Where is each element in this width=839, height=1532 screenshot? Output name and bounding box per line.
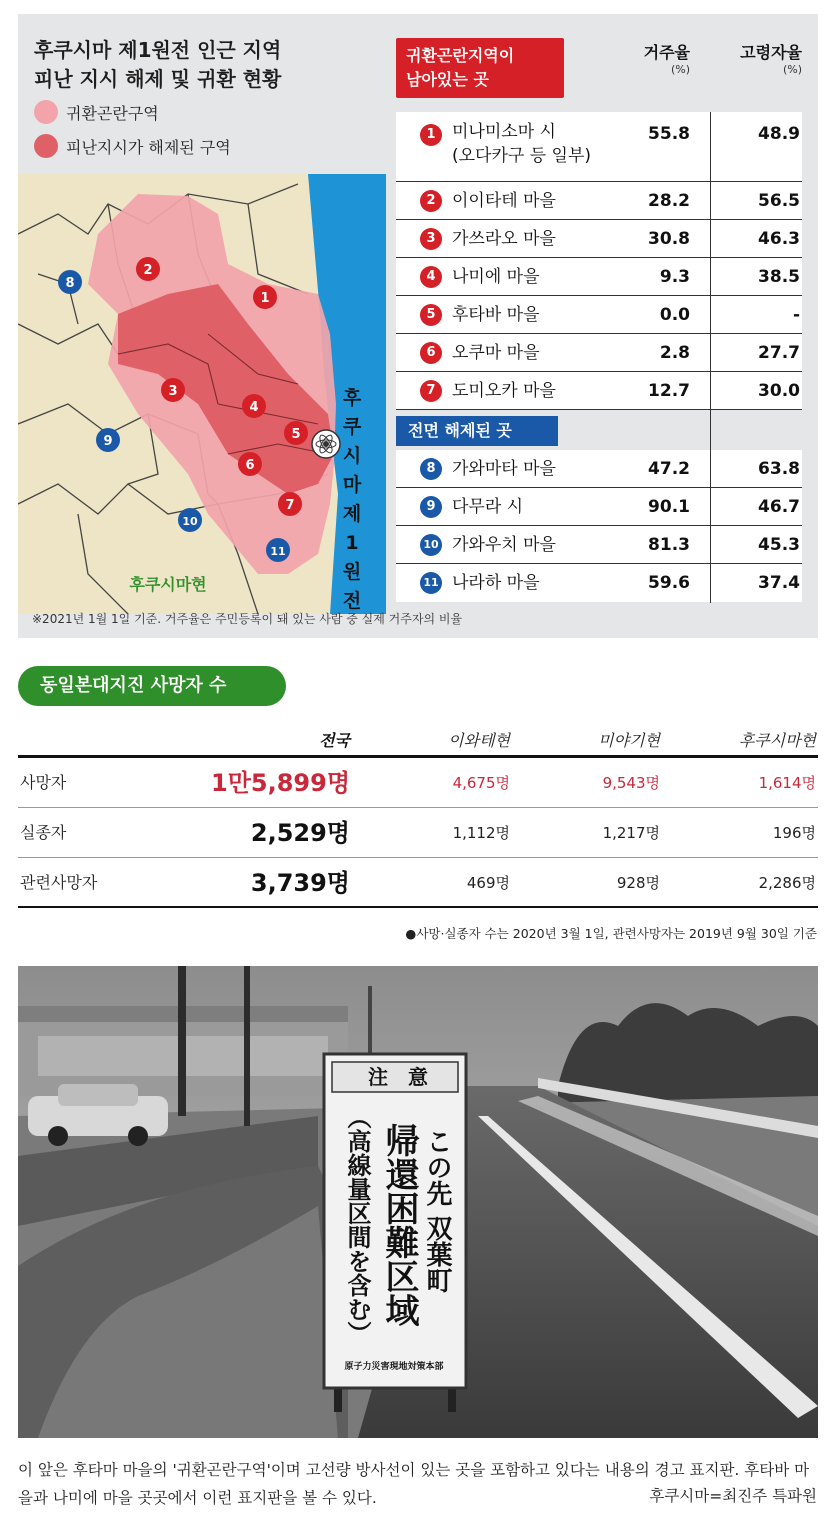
row-number: 8 xyxy=(420,458,442,480)
cell-national: 1만5,899명 xyxy=(211,769,350,797)
group1-label xyxy=(396,38,564,98)
row-name: 가쓰라오 마을 xyxy=(452,228,556,249)
table-row xyxy=(18,758,818,808)
deaths-section-badge: 동일본대지진 사망자 수 xyxy=(18,666,286,706)
map-marker-4 xyxy=(242,394,266,418)
row-label: 사망자 xyxy=(20,773,67,792)
legend-swatch-dark xyxy=(34,134,58,158)
map-marker-3 xyxy=(161,378,185,402)
plant-label xyxy=(340,384,364,616)
region-map xyxy=(18,174,386,614)
row-elderly: 45.3 xyxy=(758,534,800,555)
row-number: 7 xyxy=(420,380,442,402)
svg-text:6: 6 xyxy=(245,458,255,473)
row-elderly: 27.7 xyxy=(758,342,800,363)
sign-header: 注 意 xyxy=(368,1065,428,1089)
row-elderly: 63.8 xyxy=(758,458,800,479)
cell-fukushima: 1,614명 xyxy=(758,774,816,792)
cell-miyagi: 9,543명 xyxy=(602,774,660,792)
col-elderly-label: 고령자율 xyxy=(740,43,802,62)
column-divider xyxy=(710,112,711,182)
header-fukushima: 후쿠시마현 xyxy=(738,731,816,750)
row-number: 9 xyxy=(420,496,442,518)
col-residence-label: 거주율 xyxy=(643,43,690,62)
table-row xyxy=(396,112,802,182)
row-elderly: 30.0 xyxy=(758,380,800,401)
header-iwate: 이와테현 xyxy=(448,731,510,750)
sign-right-text: この先 双葉町 xyxy=(422,1128,452,1294)
row-number: 5 xyxy=(420,304,442,326)
photo-credit: 후쿠시마=최진주 특파원 xyxy=(649,1487,817,1505)
map-marker-11 xyxy=(266,538,290,562)
map-marker-2 xyxy=(136,257,160,281)
col-residence-header xyxy=(620,40,690,76)
table-row xyxy=(396,182,802,220)
row-name: 가와우치 마을 xyxy=(452,534,556,555)
row-number: 10 xyxy=(420,534,442,556)
row-name: 후타바 마을 xyxy=(452,304,540,325)
row-residence: 55.8 xyxy=(648,124,690,144)
row-elderly: 37.4 xyxy=(758,573,800,593)
deaths-table-header xyxy=(18,726,818,758)
map-marker-8 xyxy=(58,270,82,294)
row-number: 4 xyxy=(420,266,442,288)
row-residence: 2.8 xyxy=(659,342,690,363)
group2-header xyxy=(396,410,802,450)
cell-iwate: 1,112명 xyxy=(452,824,510,842)
table-row xyxy=(396,296,802,334)
table-row xyxy=(396,334,802,372)
title-line-1: 후쿠시마 제1원전 인근 지역 xyxy=(34,38,282,62)
plant-label-char: 제 xyxy=(342,503,362,525)
cell-fukushima: 196명 xyxy=(772,824,816,842)
infographic-note: ※2021년 1월 1일 기준. 거주율은 주민등록이 돼 있는 사람 중 실제 거주자의 비율 xyxy=(32,612,463,626)
row-name: 다무라 시 xyxy=(452,496,524,517)
row-label: 관련사망자 xyxy=(20,873,98,892)
table-header xyxy=(396,32,802,112)
group2-rows xyxy=(396,450,802,602)
map-marker-9 xyxy=(96,428,120,452)
legend-return-difficult xyxy=(34,100,159,124)
table-row xyxy=(396,220,802,258)
table-row xyxy=(396,258,802,296)
sign-main-text: 帰還困難区域 xyxy=(379,1123,419,1327)
svg-text:10: 10 xyxy=(182,515,198,528)
plant-label-char: 1 xyxy=(345,532,359,554)
legend-label: 귀환곤란구역 xyxy=(66,103,159,123)
col-elderly-header xyxy=(696,40,802,76)
row-elderly: 56.5 xyxy=(758,190,800,211)
row-name: 가와마타 마을 xyxy=(452,458,556,479)
row-elderly: 38.5 xyxy=(758,266,800,287)
legend-label: 피난지시가 해제된 구역 xyxy=(66,137,231,157)
header-national: 전국 xyxy=(319,731,350,750)
header-miyagi: 미야기현 xyxy=(598,731,660,750)
infographic-title xyxy=(34,36,281,94)
deaths-table xyxy=(18,726,818,908)
row-name: 이이타테 마을 xyxy=(452,190,556,211)
row-name: 나라하 마을 xyxy=(452,573,540,593)
row-name xyxy=(452,120,591,168)
svg-text:4: 4 xyxy=(249,400,259,415)
sign-left-text: （高線量区間を含む） xyxy=(343,1105,372,1345)
row-number: 2 xyxy=(420,190,442,212)
table-row xyxy=(396,450,802,488)
table-row xyxy=(18,808,818,858)
row-elderly: 46.7 xyxy=(758,496,800,517)
cell-national: 3,739명 xyxy=(250,869,350,897)
group1-label-line: 귀환곤란지역이 xyxy=(406,46,515,65)
legend-swatch-light xyxy=(34,100,58,124)
group1-label-line: 남아있는 곳 xyxy=(406,70,489,89)
row-residence: 9.3 xyxy=(659,266,690,287)
row-residence: 90.1 xyxy=(648,496,690,517)
row-label: 실종자 xyxy=(20,823,67,842)
map-marker-1 xyxy=(253,285,277,309)
cell-iwate: 469명 xyxy=(466,874,510,892)
svg-text:5: 5 xyxy=(291,427,301,442)
svg-text:3: 3 xyxy=(168,384,178,399)
row-residence: 28.2 xyxy=(648,190,690,211)
map-marker-6 xyxy=(238,452,262,476)
table-row xyxy=(396,526,802,564)
legend-lifted xyxy=(34,134,231,158)
plant-label-char: 마 xyxy=(342,474,362,496)
sign-footer: 原子力災害現地対策本部 xyxy=(344,1362,444,1372)
row-residence: 12.7 xyxy=(648,380,690,401)
row-elderly: - xyxy=(792,304,800,325)
warning-sign-photo xyxy=(18,966,818,1438)
cell-miyagi: 928명 xyxy=(616,874,660,892)
prefecture-label: 후쿠시마현 xyxy=(129,575,207,594)
region-map-svg xyxy=(18,174,386,614)
svg-text:7: 7 xyxy=(285,498,295,513)
row-residence: 81.3 xyxy=(648,534,690,555)
evacuation-infographic xyxy=(18,14,818,638)
row-name-sub: (오다카구 등 일부) xyxy=(452,146,592,166)
plant-label-char: 원 xyxy=(342,561,362,583)
cell-national: 2,529명 xyxy=(250,819,350,847)
map-marker-5 xyxy=(284,421,308,445)
svg-text:2: 2 xyxy=(143,263,153,278)
table-row xyxy=(396,372,802,410)
row-elderly: 48.9 xyxy=(758,124,800,144)
cell-fukushima: 2,286명 xyxy=(758,874,816,892)
row-residence: 59.6 xyxy=(648,573,690,593)
photo-caption: 이 앞은 후타마 마을의 '귀환곤란구역'이며 고선량 방사선이 있는 곳을 포함하고 있다는 내용의 경고 표지판. 후타바 마을과 나미에 마을 곳곳에서 이런 표지판을 볼 수 있다. xyxy=(18,1461,810,1507)
return-rate-table xyxy=(396,32,802,602)
svg-text:11: 11 xyxy=(270,545,286,558)
svg-text:9: 9 xyxy=(103,434,113,449)
plant-label-char: 후 xyxy=(342,387,362,409)
row-name: 나미에 마을 xyxy=(452,266,540,287)
row-name: 오쿠마 마을 xyxy=(452,342,540,363)
col-unit: (%) xyxy=(670,63,690,76)
row-name-main: 미나미소마 시 xyxy=(452,122,556,142)
cell-miyagi: 1,217명 xyxy=(602,824,660,842)
plant-label-char: 전 xyxy=(342,590,362,612)
row-residence: 30.8 xyxy=(648,228,690,249)
row-residence: 0.0 xyxy=(659,304,690,325)
row-number: 11 xyxy=(420,572,442,594)
group1-rows xyxy=(396,112,802,410)
table-row xyxy=(396,564,802,602)
column-divider xyxy=(710,410,711,450)
row-number: 3 xyxy=(420,228,442,250)
plant-label-char: 쿠 xyxy=(342,416,362,438)
svg-text:1: 1 xyxy=(260,291,270,306)
map-marker-7 xyxy=(278,492,302,516)
nuclear-plant-icon xyxy=(312,430,340,458)
row-number: 1 xyxy=(420,124,442,146)
title-line-2: 피난 지시 해제 및 귀환 현황 xyxy=(34,67,282,91)
row-residence: 47.2 xyxy=(648,458,690,479)
map-marker-10 xyxy=(178,508,202,532)
row-name: 도미오카 마을 xyxy=(452,380,556,401)
row-number: 6 xyxy=(420,342,442,364)
svg-text:8: 8 xyxy=(65,276,75,291)
row-elderly: 46.3 xyxy=(758,228,800,249)
plant-label-char: 시 xyxy=(342,445,362,467)
col-unit: (%) xyxy=(782,63,802,76)
table-row xyxy=(18,858,818,908)
cell-iwate: 4,675명 xyxy=(452,774,510,792)
table-row xyxy=(396,488,802,526)
group2-label: 전면 해제된 곳 xyxy=(396,416,558,446)
deaths-note: ●사망·실종자 수는 2020년 3월 1일, 관련사망자는 2019년 9월 30일 기준 xyxy=(405,926,817,941)
